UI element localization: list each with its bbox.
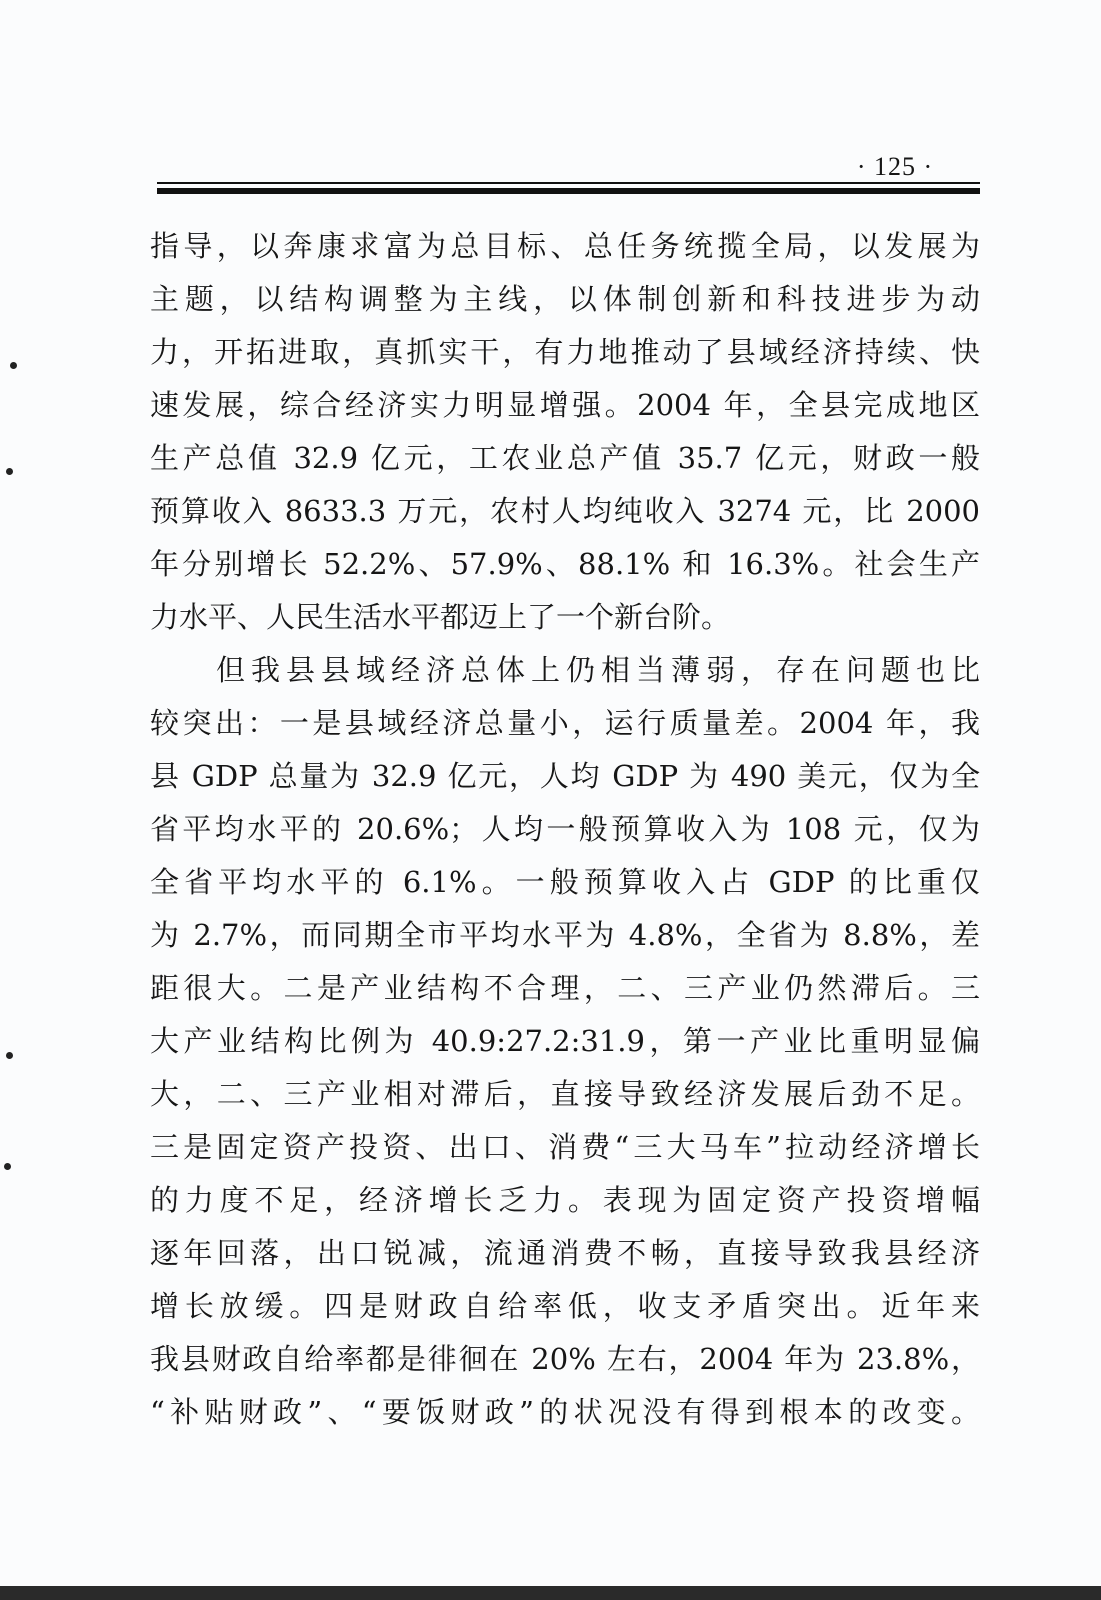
text-line: 增长放缓。四是财政自给率低，收支矛盾突出。近年来 [150, 1289, 980, 1323]
header-rule-thick [157, 188, 980, 194]
text-line: 主题，以结构调整为主线，以体制创新和科技进步为动 [150, 282, 980, 316]
text-line: 省平均水平的 20.6%；人均一般预算收入为 108 元，仅为 [150, 812, 980, 846]
scan-speck [4, 1163, 11, 1170]
text-line: 距很大。二是产业结构不合理，二、三产业仍然滞后。三 [150, 971, 980, 1005]
text-line: 为 2.7%，而同期全市平均水平为 4.8%，全省为 8.8%，差 [150, 918, 980, 952]
scan-speck [6, 468, 13, 475]
text-line: 年分别增长 52.2%、57.9%、88.1% 和 16.3%。社会生产 [150, 547, 980, 581]
text-line: 我县财政自给率都是徘徊在 20% 左右，2004 年为 23.8%， [150, 1342, 980, 1376]
scan-speck [10, 362, 17, 369]
text-line: 大，二、三产业相对滞后，直接导致经济发展后劲不足。 [150, 1077, 980, 1111]
text-line: 大产业结构比例为 40.9:27.2:31.9，第一产业比重明显偏 [150, 1024, 980, 1058]
text-line: 的力度不足，经济增长乏力。表现为固定资产投资增幅 [150, 1183, 980, 1217]
page-number: · 125 · [856, 152, 934, 181]
scan-speck [6, 1052, 13, 1059]
page-edge-shadow [0, 1586, 1101, 1600]
text-line: 县 GDP 总量为 32.9 亿元，人均 GDP 为 490 美元，仅为全 [150, 759, 980, 793]
text-line: 力，开拓进取，真抓实干，有力地推动了县域经济持续、快 [150, 335, 980, 369]
text-line: 较突出：一是县域经济总量小，运行质量差。2004 年，我 [150, 706, 980, 740]
text-line: 逐年回落，出口锐减，流通消费不畅，直接导致我县经济 [150, 1236, 980, 1270]
body-text [150, 220, 980, 1439]
text-line: 力水平、人民生活水平都迈上了一个新台阶。 [150, 600, 731, 634]
text-line: 指导，以奔康求富为总目标、总任务统揽全局，以发展为 [150, 229, 980, 263]
text-line: “补贴财政”、“要饭财政”的状况没有得到根本的改变。 [150, 1395, 980, 1429]
paragraph-start-line: 但我县县域经济总体上仍相当薄弱，存在问题也比 [216, 653, 980, 687]
text-line: 预算收入 8633.3 万元，农村人均纯收入 3274 元，比 2000 [150, 494, 980, 528]
header-rule-thin [157, 182, 980, 184]
text-line: 三是固定资产投资、出口、消费“三大马车”拉动经济增长 [150, 1130, 980, 1164]
text-line: 全省平均水平的 6.1%。一般预算收入占 GDP 的比重仅 [150, 865, 980, 899]
text-line: 生产总值 32.9 亿元，工农业总产值 35.7 亿元，财政一般 [150, 441, 980, 475]
text-line: 速发展，综合经济实力明显增强。2004 年，全县完成地区 [150, 388, 980, 422]
